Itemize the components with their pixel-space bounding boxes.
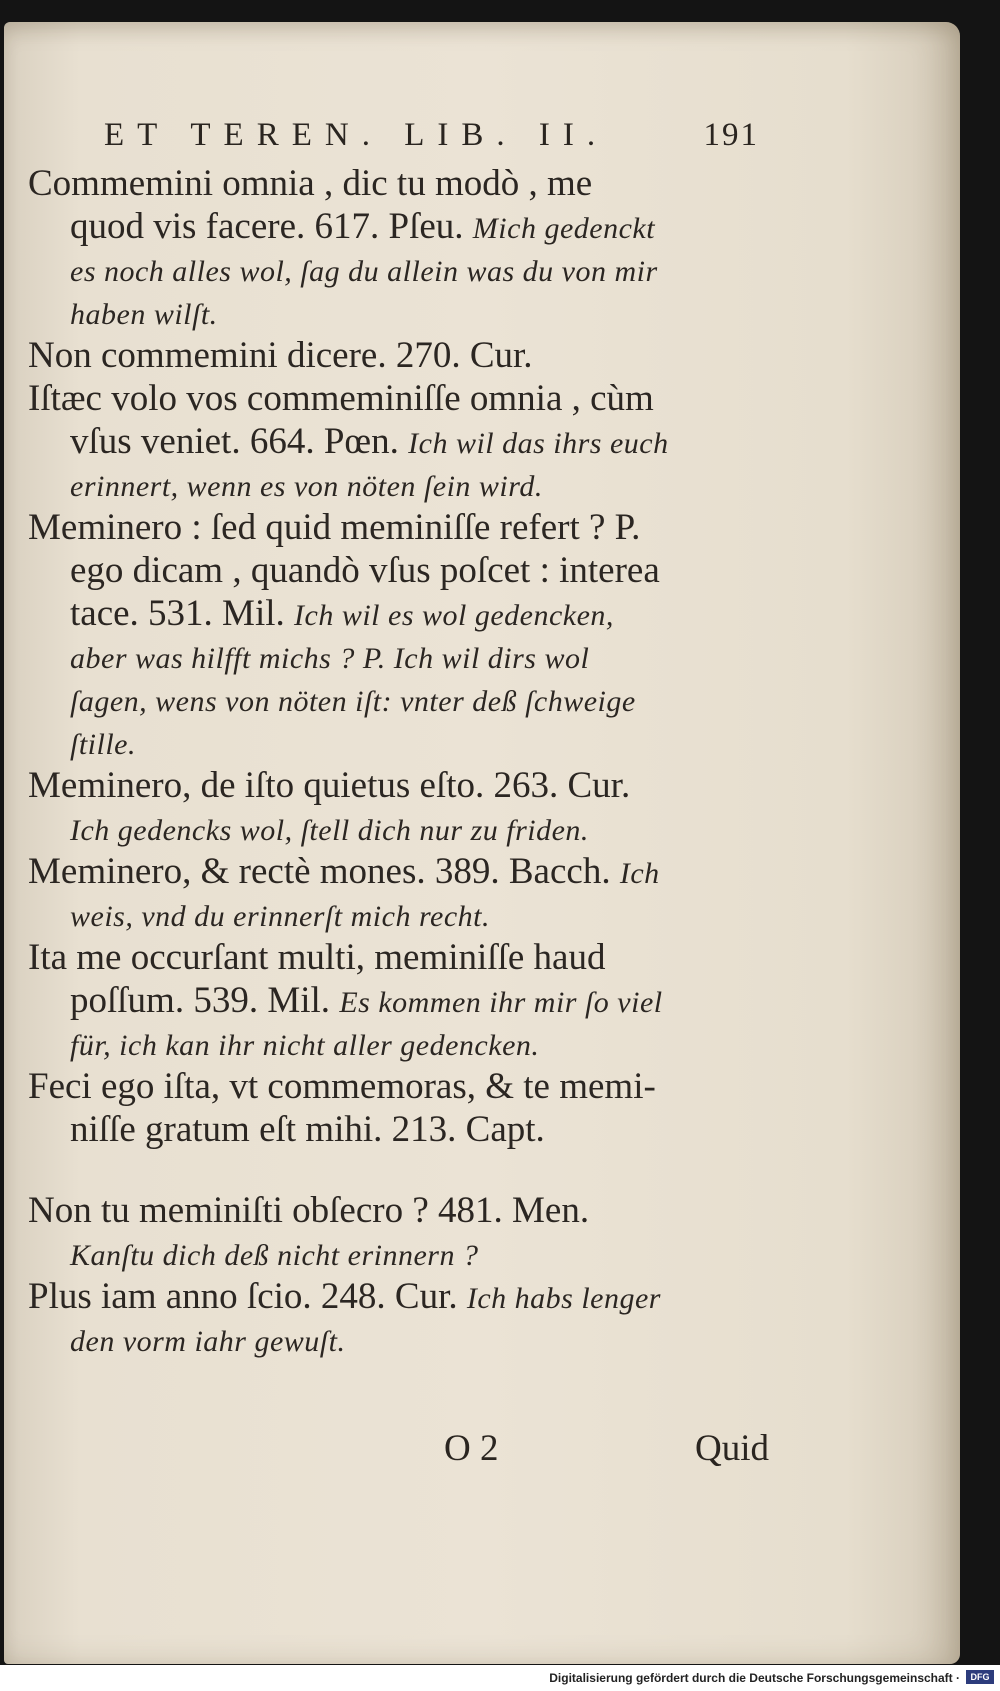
entry-line — [28, 936, 768, 979]
german-gloss: Ich habs lenger — [466, 1282, 661, 1315]
entry-line — [28, 1022, 768, 1065]
entry-line — [28, 635, 768, 678]
entry-line — [28, 291, 768, 334]
latin-text: Non tu meminiſti obſecro ? 481. Men. — [28, 1190, 590, 1231]
dictionary-entry — [28, 1189, 768, 1275]
entry-line — [28, 506, 768, 549]
entry-line — [28, 334, 768, 377]
dictionary-entry — [28, 334, 768, 377]
entry-line — [28, 1232, 768, 1275]
latin-text: ego dicam , quandò vſus poſcet : interea — [70, 550, 660, 591]
german-gloss: weis, vnd du erinnerſt mich recht. — [70, 900, 490, 933]
german-gloss: Ich gedencks wol, ſtell dich nur zu friden. — [70, 814, 589, 847]
entry-line — [28, 807, 768, 850]
latin-text: Non commemini dicere. 270. Cur. — [28, 335, 533, 376]
entry-line — [28, 420, 768, 463]
entry-line — [28, 678, 768, 721]
german-gloss: Kanſtu dich deß nicht erinnern ? — [70, 1239, 479, 1272]
book-page — [4, 22, 960, 1664]
dictionary-entry — [28, 1065, 768, 1151]
german-gloss: es noch alles wol, ſag du allein was du von mir — [70, 255, 658, 288]
latin-text: quod vis facere. 617. Pſeu. — [70, 206, 473, 247]
dictionary-entry — [28, 850, 768, 936]
latin-text: Meminero, de iſto quietus eſto. 263. Cur. — [28, 765, 631, 806]
latin-text: Meminero : ſed quid meminiſſe refert ? P. — [28, 507, 641, 548]
entry-line — [28, 162, 768, 205]
entry-line — [28, 893, 768, 936]
latin-text: Plus iam anno ſcio. 248. Cur. — [28, 1276, 467, 1317]
running-head — [104, 117, 759, 154]
dictionary-entry — [28, 936, 768, 1065]
latin-text: tace. 531. Mil. — [70, 593, 295, 634]
dictionary-entry — [28, 764, 768, 850]
german-gloss: aber was hilfft michs ? P. Ich wil dirs wol — [70, 642, 590, 675]
german-gloss: Ich wil es wol gedencken, — [294, 599, 614, 632]
german-gloss: haben wilſt. — [70, 298, 218, 331]
latin-text: Commemini omnia , dic tu modò , me — [28, 163, 593, 204]
dictionary-entries — [28, 162, 768, 1361]
entry-line — [28, 205, 768, 248]
latin-text: Meminero, & rectè mones. 389. Bacch. — [28, 851, 620, 892]
entry-line — [28, 1065, 768, 1108]
latin-text: Ita me occurſant multi, meminiſſe haud — [28, 937, 606, 978]
entry-line — [28, 721, 768, 764]
german-gloss: erinnert, wenn es von nöten ſein wird. — [70, 470, 543, 503]
german-gloss: Mich gedenckt — [472, 212, 656, 245]
entry-line — [28, 549, 768, 592]
signature-mark: O 2 — [444, 1428, 499, 1469]
entry-line — [28, 1108, 768, 1151]
catchword: Quid — [695, 1428, 769, 1469]
german-gloss: ſtille. — [70, 728, 136, 761]
german-gloss: ſagen, wens von nöten iſt: vnter deß ſchweige — [70, 685, 636, 718]
page-number: 191 — [703, 117, 759, 153]
german-gloss: für, ich kan ihr nicht aller gedencken. — [70, 1029, 540, 1062]
latin-text: poſſum. 539. Mil. — [70, 980, 340, 1021]
dfg-logo-icon: DFG — [966, 1670, 994, 1684]
latin-text: vſus veniet. 664. Pœn. — [70, 421, 409, 462]
latin-text: niſſe gratum eſt mihi. 213. Capt. — [70, 1109, 545, 1150]
entry-line — [28, 592, 768, 635]
dictionary-entry — [28, 162, 768, 334]
german-gloss: den vorm iahr gewuſt. — [70, 1325, 346, 1358]
entry-line — [28, 1318, 768, 1361]
german-gloss: Ich wil das ihrs euch — [408, 427, 669, 460]
dictionary-entry — [28, 506, 768, 764]
entry-line — [28, 979, 768, 1022]
entry-line — [28, 764, 768, 807]
entry-line — [28, 1189, 768, 1232]
entry-line — [28, 248, 768, 291]
digitization-footer — [0, 1665, 1000, 1691]
running-title: ET TEREN. LIB. II. — [104, 117, 609, 153]
german-gloss: Ich — [619, 857, 660, 890]
entry-line — [28, 463, 768, 506]
german-gloss: Es kommen ihr mir ſo viel — [339, 986, 663, 1019]
latin-text: Iſtæc volo vos commeminiſſe omnia , cùm — [28, 378, 654, 419]
entry-line — [28, 377, 768, 420]
entry-line — [28, 850, 768, 893]
latin-text: Feci ego iſta, vt commemoras, & te memi- — [28, 1066, 656, 1107]
dictionary-entry — [28, 377, 768, 506]
entry-line — [28, 1275, 768, 1318]
footer-credit: Digitalisierung gefördert durch die Deutsche Forschungsgemeinschaft · — [549, 1671, 960, 1685]
dictionary-entry — [28, 1275, 768, 1361]
